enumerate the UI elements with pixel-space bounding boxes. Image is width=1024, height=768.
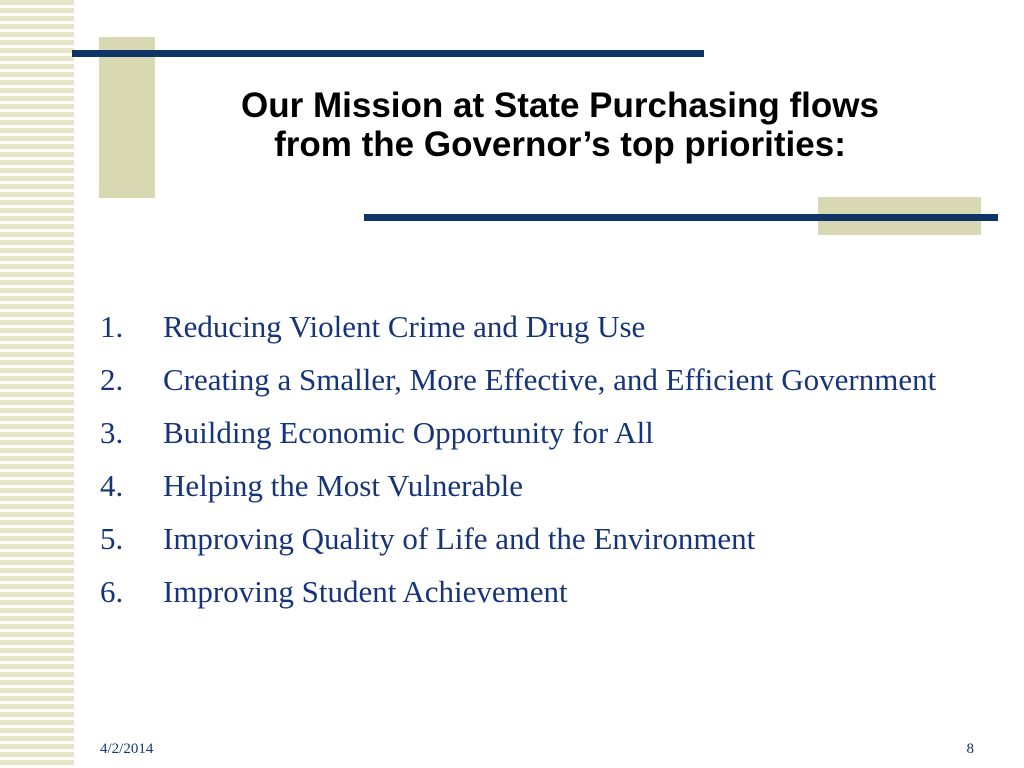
list-item <box>100 574 970 610</box>
list-item-number: 6. <box>100 574 124 609</box>
list-item-number: 3. <box>100 415 124 450</box>
list-item-number: 1. <box>100 309 124 344</box>
decorative-top-rule <box>72 50 704 57</box>
list-item-number: 2. <box>100 362 124 397</box>
page-number: 8 <box>966 741 974 757</box>
list-item-text: Reducing Violent Crime and Drug Use <box>163 309 646 344</box>
slide-title <box>120 86 1000 164</box>
list-item <box>100 362 970 398</box>
list-item-text: Building Economic Opportunity for All <box>163 415 654 450</box>
list-item-text: Improving Quality of Life and the Environment <box>163 521 756 556</box>
decorative-bottom-rule <box>364 214 998 221</box>
title-line-2: from the Governor’s top priorities: <box>274 125 846 164</box>
priority-list <box>100 309 970 627</box>
list-item-number: 4. <box>100 468 124 503</box>
list-item <box>100 415 970 451</box>
title-line-1: Our Mission at State Purchasing flows <box>241 86 879 125</box>
list-item-number: 5. <box>100 521 124 556</box>
decorative-side-stripes <box>0 0 74 768</box>
list-item-text: Improving Student Achievement <box>163 574 568 609</box>
list-item <box>100 521 970 557</box>
footer-date: 4/2/2014 <box>100 741 154 757</box>
list-item <box>100 468 970 504</box>
list-item <box>100 309 970 345</box>
list-item-text: Helping the Most Vulnerable <box>163 468 524 503</box>
list-item-text: Creating a Smaller, More Effective, and Efficient Government <box>163 362 937 397</box>
